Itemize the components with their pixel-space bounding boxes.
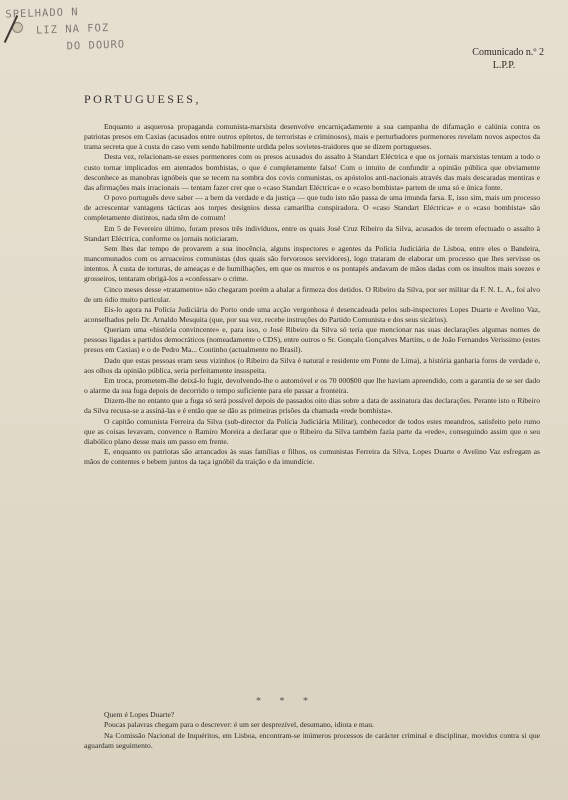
footer-paragraph: Na Comissão Nacional de Inquéritos, em Lisboa, encontram-se inúmeros processos de carácter criminal e disciplinar, movidos contra si que aguardam seguimento.	[84, 730, 540, 751]
body-paragraph: Em troca, prometem-lhe deixá-lo fugir, devolvendo-lhe o automóvel e os 70 000$00 que lhe haviam apreendido, com a garantia de se ser dado o alarme da sua fuga depois de decorrido o tempo suficiente para ele passar a fronteira.	[84, 375, 540, 396]
body-paragraph: Desta vez, relacionam-se esses pormenores com os presos acusados do assalto à Standart Eléctrica e que os jornais marxistas tentam a todo o custo tornar implicados em atentados bombistas, o que é completamente falso! Com o intuito de confundir a opinião pública que obviamente desconhece as manobras ignóbeis que se tecem na sombra dos covis comunistas, os apóstolos anti-nacionais através das mais descaradas mentiras e das afirmações mais irracionais — tentam fazer crer que o «caso Standart Eléctrica» e o «caso bombista» partem de uma só e única fonte.	[84, 152, 540, 192]
body-paragraph: Queriam uma «história convincente» e, para isso, o José Ribeiro da Silva só teria que mencionar nas suas declarações algumas nomes de pessoas ligadas a partidos democráticos (nomeadamente o CDS), entre outros o Sr. Gonçalo Gonçalves Martins, o de João Fernandes Verissimo (estes presos em Caxias) e o de Pedro Ma... Coutinho (actualmente no Brasil).	[84, 325, 540, 355]
organization-code: L.P.P.	[492, 60, 516, 71]
section-divider: * * *	[256, 696, 316, 707]
communique-header	[434, 46, 544, 72]
body-paragraph: E, enquanto os patriotas são arrancados às suas famílias e filhos, os comunistas Ferreira da Silva, Lopes Duarte e Avelino Vaz esfregam as mãos de contentes e bebem juntos da taça ignóbil da traição e da imundície.	[84, 447, 540, 467]
body-paragraph: Em 5 de Fevereiro último, foram presos três indivíduos, entre os quais José Cruz Ribeiro da Silva, acusados de terem efectuado o assalto à Standart Eléctrica, conforme os jornais noticiaram.	[84, 223, 540, 243]
stamp-line-2: LIZ NA FOZ	[35, 22, 110, 37]
document-body	[84, 122, 540, 467]
footer-question: Quem é Lopes Duarte?	[104, 710, 175, 719]
body-paragraph: Dado que estas pessoas eram seus vizinhos (o Ribeiro da Silva é natural e residente em Ponte de Lima), a história ganharia foros de verdade e, aos olhos da opinião pública, seria perfeitamente insuspeita.	[84, 355, 540, 375]
communique-number: Comunicado n.º 2	[472, 47, 544, 58]
body-paragraph: Dizem-lhe no entanto que a fuga só será possível depois de passados oito dias sobre a data de assinatura das declarações. Perante isto o Ribeiro da Silva recusa-se a assiná-las e é então que se dão as primeiras prisões da chamada «rede bombista».	[84, 396, 540, 416]
body-paragraph: Eis-lo agora na Polícia Judiciária do Porto onde uma acção vergonhosa é desencadeada pelos sub-inspectores Lopes Duarte e Avelino Vaz, aconselhados pelo Dr. Arnaldo Mesquita (que, por sua vez, recebe instruções do Partido Comunista e dos seus sicários).	[84, 304, 540, 324]
stamp-line-1: SPELHADO N	[5, 6, 79, 21]
body-paragraph: O capitão comunista Ferreira da Silva (sub-director da Polícia Judiciária Militar), conhecedor de todos estes meandros, satisfeito pelo rumo que as coisas levavam, convence o Ramiro Moreira a declarar que o Ribeiro da Silva também fazia parte da «rede», conseguindo assim que o seu diabólico plano desse mais um passo em frente.	[84, 416, 540, 446]
document-footer	[84, 710, 540, 752]
body-paragraph: O povo português deve saber — a bem da verdade e da justiça — que tudo isto não passa de uma imunda farsa. E, isso sim, mais um processo de acrescentar vantagens tácticas aos torpes desígnios dessa camarilha conspiradora. O «caso Standart Eléctrica» e o «caso bombista» são completamente distintos, nada têm de comum!	[84, 193, 540, 223]
body-paragraph: Cinco meses desse «tratamento» não chegaram porém a abalar a firmeza dos detidos. O Ribeiro da Silva, por ser militar da F. N. L. A., foi alvo de um ódio muito particular.	[84, 284, 540, 304]
stamp-line-3: DO DOURO	[66, 38, 126, 53]
archive-stamp	[5, 1, 157, 57]
footer-paragraph: Poucas palavras chegam para o descrever: é um ser desprezível, desumano, idiota e mau.	[104, 720, 374, 730]
body-paragraph: Enquanto a asquerosa propaganda comunista-marxista desenvolve encarniçadamente a sua campanha de difamação e calúnia contra os patriotas presos em Caxias (acusados entre outros epítetos, de terroristas e criminosos), mais e perturbadores pormenores revelam novos aspectos da trama secreta que à custa do caso vem sendo habilmente urdida pelos sovietes-traidores que se dizem portugueses.	[84, 122, 540, 152]
body-paragraph: Sem lhes dar tempo de provarem a sua inocência, alguns inspectores e agentes da Polícia Judiciária de Lisboa, entre eles o Bandeira, mancomunados com os arruaceiros comunistas (dos quais são fervorosos servidores), logo trataram de elaborar um processo que lhes servisse os intentos. À custa de torturas, de ameaças e de humilhações, em que os murros e os pontapés andavam de mãos dadas com os insultos mais soezes e grosseiros, tentaram obrigá-los a «confessar» o crime.	[84, 243, 540, 284]
document-title: PORTUGUESES,	[84, 92, 201, 106]
